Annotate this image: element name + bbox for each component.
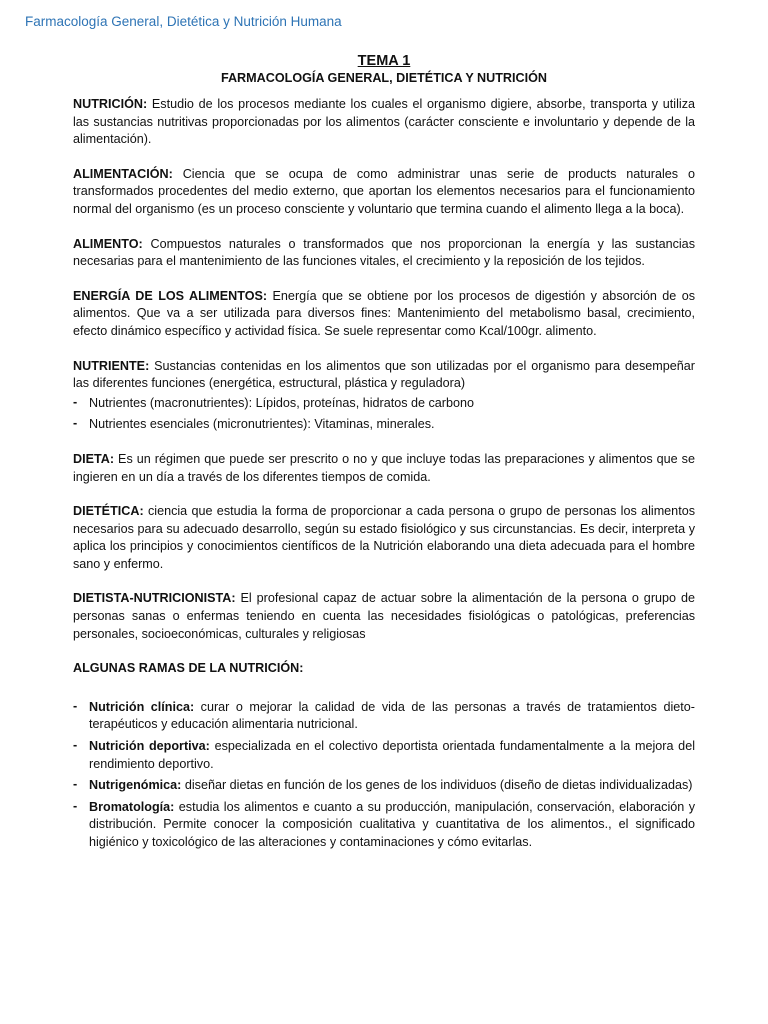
branch-term: Nutrición clínica:: [89, 699, 195, 714]
document-body: [73, 52, 695, 869]
definition-nutricion: [73, 96, 695, 149]
page-subtitle: FARMACOLOGÍA GENERAL, DIETÉTICA Y NUTRICIÓN: [220, 71, 548, 85]
branch-text: diseñar dietas en función de los genes de los individuos (diseño de dietas individualizadas): [181, 778, 693, 793]
bullet-dash: -: [73, 738, 78, 753]
bullet-dash: -: [73, 777, 78, 792]
bullet-dash: -: [73, 698, 78, 713]
definition-term: ALIMENTO:: [73, 236, 143, 251]
definition-term: ENERGÍA DE LOS ALIMENTOS:: [73, 288, 268, 303]
definition-text: El profesional capaz de actuar sobre la alimentación de la persona o grupo de personas sanas o enfermas teniendo en cuenta las necesidades fisiológicas o patológicas, preferencias personales, socioeconómicas, culturales y religiosas: [73, 591, 695, 641]
branch-text: curar o mejorar la calidad de vida de las personas a través de tratamientos dieto-terapéuticos y educación alimentaria nutricional.: [89, 699, 695, 732]
definition-nutriente: [73, 358, 695, 393]
list-item: [73, 395, 695, 413]
nutrient-list: [73, 395, 695, 434]
list-item-text: Nutrientes esenciales (micronutrientes): Vitaminas, minerales.: [89, 417, 435, 432]
branch-term: Nutrición deportiva:: [89, 739, 210, 754]
branch-text: especializada en el colectivo deportista orientada fundamentalmente a la mejora del rendimiento deportivo.: [89, 739, 695, 771]
definition-text: Sustancias contenidas en los alimentos que son utilizadas por el organismo para desempeñar las diferentes funciones (energética, estructural, plástica y reguladora): [73, 358, 695, 391]
definition-dieta: [73, 451, 695, 486]
definition-energia: [73, 288, 695, 341]
definition-text: Estudio de los procesos mediante los cuales el organismo digiere, absorbe, transporta y utiliza las sustancias nutritivas proporcionadas por los alimentos (carácter consciente e involuntario y depende de la alimentación).: [73, 97, 695, 147]
definition-text: Es un régimen que puede ser prescrito o no y que incluye todas las preparaciones y alimentos que se ingieren en un día a través de los diferentes tiempos de comida.: [73, 451, 695, 484]
page-title: TEMA 1: [357, 53, 411, 69]
definition-term: DIETÉTICA:: [73, 504, 144, 519]
definition-text: Energía que se obtiene por los procesos de digestión y absorción de os alimentos. Que va a ser utilizada para diversos fines: Mantenimiento del metabolismo basal, crecimiento, efecto dinámico específico y actividad física. Se suele representar como Kcal/100gr. alimento.: [73, 288, 696, 338]
list-item: [73, 738, 695, 773]
definition-term: DIETA:: [73, 451, 115, 466]
branches-list: [73, 699, 695, 852]
definition-alimento: [73, 236, 695, 271]
branch-text: estudia los alimentos e cuanto a su producción, manipulación, conservación, elaboración y distribución. Permite conocer la composición cualitativa y cuantitativa de los alimentos., el significado higiénico y toxicológico de las alteraciones y contaminaciones y cómo evitarlas.: [89, 799, 695, 849]
definition-term: ALIMENTACIÓN:: [73, 166, 173, 181]
definition-text: Ciencia que se ocupa de como administrar unas serie de products naturales o transformados procedentes del medio externo, que aportan los elementos necesarios para el funcionamiento normal del organismo (es un proceso consciente y voluntario que termina cuando el alimento llega a la boca).: [73, 166, 695, 216]
branch-term: Nutrigenómica:: [89, 778, 182, 793]
definition-text: Compuestos naturales o transformados que nos proporcionan la energía y las sustancias necesarias para el mantenimiento de las funciones vitales, el crecimiento y la reposición de los tejidos.: [73, 236, 695, 269]
list-item: [73, 699, 695, 734]
definition-text: ciencia que estudia la forma de proporcionar a cada persona o grupo de personas los alimentos necesarios para su adecuado desarrollo, según su estado fisiológico y sus circunstancias. Es decir, interpreta y aplica los principios y conocimientos científicos de la Nutrición elaborando una dieta adecuada para el hombre sano y enfermo.: [73, 504, 695, 571]
definition-term: NUTRICIÓN:: [73, 97, 148, 111]
bullet-dash: -: [73, 416, 78, 431]
definition-dietetica: [73, 503, 695, 573]
definition-dietista: [73, 590, 695, 643]
list-item: [73, 416, 695, 434]
branch-term: Bromatología:: [89, 799, 175, 814]
list-item: [73, 799, 695, 852]
running-header: Farmacología General, Dietética y Nutrición Humana: [25, 14, 342, 29]
section-heading-ramas: ALGUNAS RAMAS DE LA NUTRICIÓN:: [73, 661, 304, 676]
list-item-text: Nutrientes (macronutrientes): Lípidos, proteínas, hidratos de carbono: [89, 395, 475, 410]
definition-term: NUTRIENTE:: [73, 358, 150, 373]
definition-term: DIETISTA-NUTRICIONISTA:: [73, 591, 236, 606]
bullet-dash: -: [73, 798, 78, 813]
definition-alimentacion: [73, 166, 695, 219]
bullet-dash: -: [73, 394, 78, 409]
list-item: [73, 777, 695, 795]
